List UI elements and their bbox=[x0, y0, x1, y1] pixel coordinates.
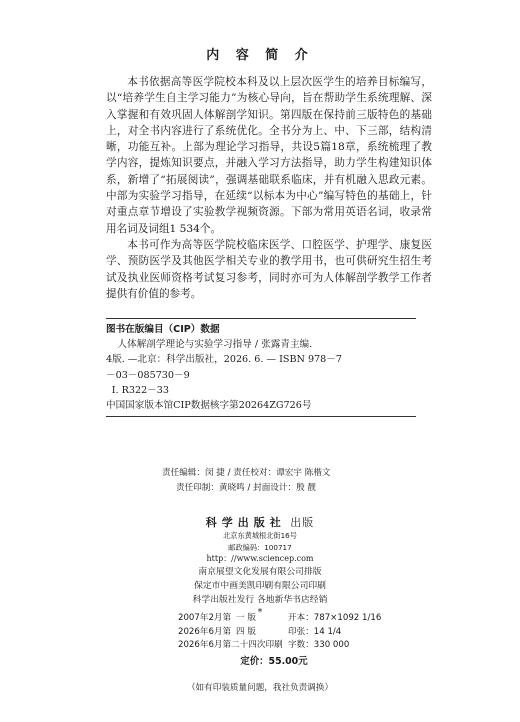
content-summary bbox=[106, 74, 432, 302]
cip-isbn-continuation: －03－085730－9 bbox=[106, 369, 190, 381]
edition-info bbox=[178, 612, 398, 668]
publisher-name: 科学出版社 bbox=[205, 516, 286, 529]
quality-notice: （如有印装质量问题，我社负责调换） bbox=[186, 683, 334, 693]
cip-heading: 图书在版编目（CIP）数据 bbox=[106, 324, 220, 335]
page-title: 内 容 简 介 bbox=[206, 48, 314, 63]
cip-top-rule bbox=[106, 318, 416, 319]
publisher-block bbox=[0, 514, 520, 619]
edition-row bbox=[178, 612, 398, 626]
publisher-suffix: 出版 bbox=[285, 516, 315, 529]
typesetter-line: 南京展望文化发展有限公司排版 bbox=[198, 567, 322, 577]
edition-date: 2026年6月第二十四次印刷 bbox=[178, 640, 283, 651]
edition-row bbox=[178, 626, 398, 640]
credits-row-editors: 责任编辑：闵 捷 / 责任校对：谭宏宇 陈楷文 bbox=[162, 468, 331, 478]
distributor-line: 科学出版社发行 各地新华书店经销 bbox=[192, 595, 328, 605]
publisher-address: 北京东黄城根北街16号 bbox=[223, 531, 297, 540]
cip-classification: Ⅰ. R322－33 bbox=[111, 384, 169, 396]
cip-data-block bbox=[106, 318, 416, 417]
edition-number: 四 版 bbox=[236, 626, 256, 637]
summary-paragraph-1: 本书依据高等医学院校本科及以上层次医学生的培养目标编写，以“培养学生自主学习能力”为核心导向，旨在帮助学生系统理解、深入掌握和有效巩固人体解剖学知识。第四版在保持前三版特色的基础上，对全书内容进行了系统优化。全书分为上、中、下三部，结构清晰，功能互补。上部为理论学习指导，共设5篇18章，系统梳理了教学内容，提炼知识要点，并融入学习方法指导，助力学生构建知识体系，新增了“拓展阅读”，强调基础联系临床，并有机融入思政元素。中部为实验学习指导，在延续“以标本为中心”编写特色的基础上，针对重点章节增设了实验教学视频资源。下部为常用英语名词，收录常用名词及词组1 534个。 bbox=[106, 76, 432, 235]
publisher-url: http：//www.sciencep.com bbox=[206, 554, 314, 563]
credits-row-production: 责任印制：黄晓鸣 / 封面设计：殷 靓 bbox=[176, 483, 316, 493]
cip-record-number: 中国国家版本馆CIP数据核字第20264ZG726号 bbox=[106, 400, 312, 412]
cip-bottom-rule bbox=[106, 416, 416, 417]
publisher-name-line bbox=[0, 514, 520, 530]
edition-row bbox=[178, 639, 398, 653]
editorial-credits bbox=[162, 466, 412, 496]
cip-title-line: 人体解剖学理论与实验学习指导 / 张露青主编. bbox=[117, 339, 313, 351]
edition-number: 一 版 bbox=[236, 613, 256, 623]
summary-paragraph-2: 本书可作为高等医学院校临床医学、口腔医学、护理学、康复医学、预防医学及其他医学相关专业的教学用书，也可供研究生招生考试及执业医师资格考试复习参考，同时亦可为人体解剖学教学工作者提供有价值的参考。 bbox=[106, 238, 432, 300]
edition-date: 2026年6月第 bbox=[178, 626, 232, 637]
edition-spec: 开本：787×1092 1/16 bbox=[288, 613, 382, 623]
separator-star: * bbox=[257, 608, 263, 618]
price: 定价：55.00元 bbox=[240, 655, 308, 667]
cip-publication-line: 4版. —北京：科学出版社，2026. 6. — ISBN 978－7 bbox=[106, 354, 342, 366]
edition-spec: 字数：330 000 bbox=[288, 640, 350, 651]
edition-spec: 印张：14 1/4 bbox=[288, 626, 342, 637]
publisher-postcode: 邮政编码：100717 bbox=[228, 542, 292, 552]
edition-date: 2007年2月第 bbox=[178, 613, 232, 623]
printer-line: 保定市中画美凯印刷有限公司印刷 bbox=[194, 581, 326, 591]
